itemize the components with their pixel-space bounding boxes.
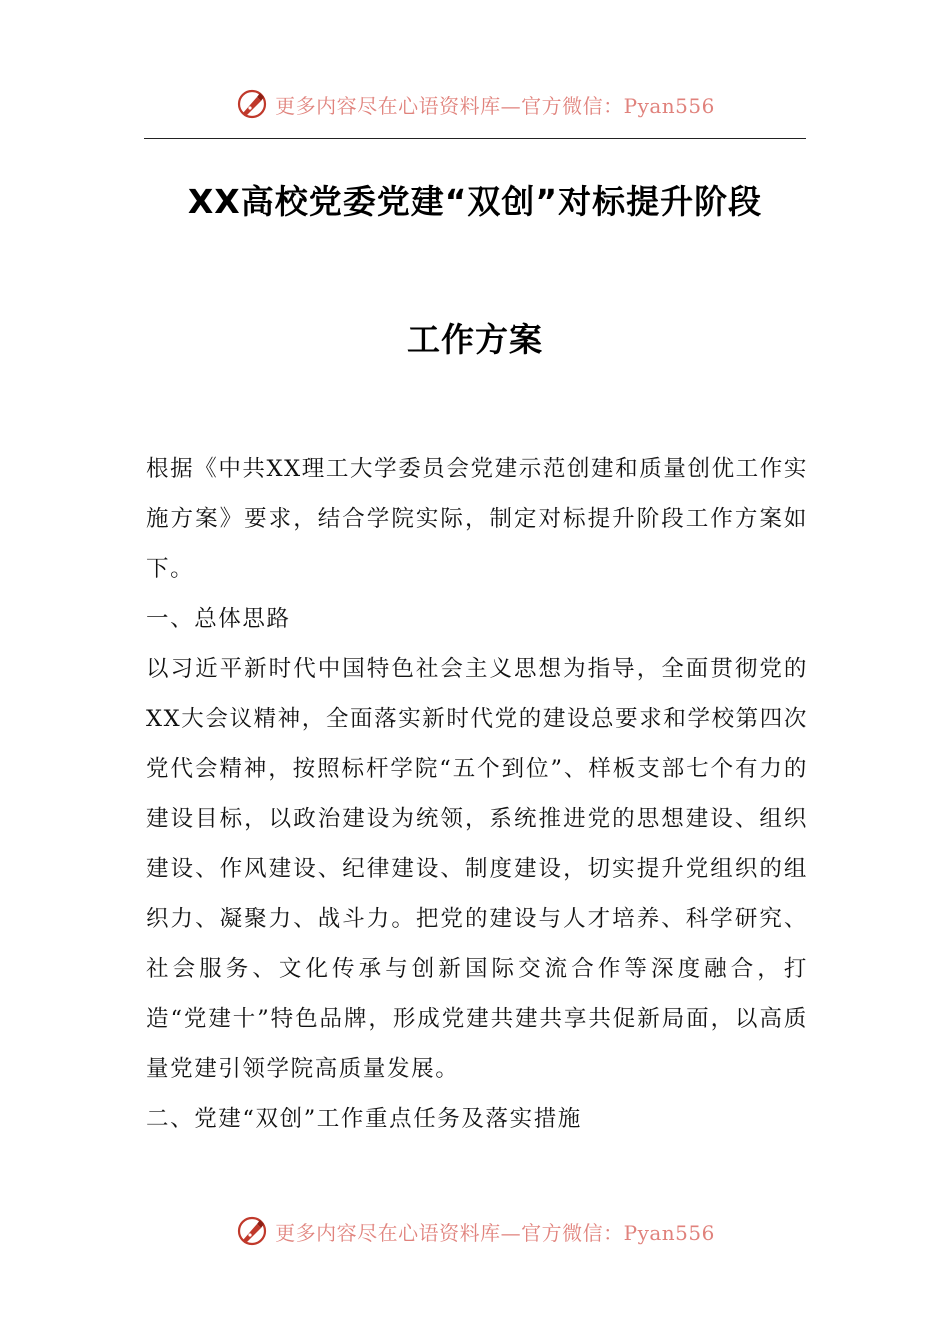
header-banner-text: 更多内容尽在心语资料库—官方微信：Pyan556 [275, 93, 715, 118]
document-title-line1: XX高校党委党建“双创”对标提升阶段 [187, 182, 763, 221]
footer-banner-text: 更多内容尽在心语资料库—官方微信：Pyan556 [275, 1220, 715, 1245]
section-heading-1: 一、总体思路 [146, 606, 291, 632]
footer-banner [0, 1211, 950, 1251]
section-heading-2: 二、党建“双创”工作重点任务及落实措施 [146, 1106, 582, 1132]
header-divider [144, 138, 806, 139]
pen-nib-logo-icon [235, 1214, 269, 1248]
document-title-line2: 工作方案 [407, 320, 543, 359]
document-body [146, 444, 808, 1144]
pen-nib-logo-icon [235, 87, 269, 121]
intro-paragraph: 根据《中共XX理工大学委员会党建示范创建和质量创优工作实施方案》要求，结合学院实际，制定对标提升阶段工作方案如下。 [146, 456, 808, 582]
header-banner [0, 84, 950, 124]
body-paragraph: 以习近平新时代中国特色社会主义思想为指导，全面贯彻党的XX大会议精神，全面落实新时代党的建设总要求和学校第四次党代会精神，按照标杆学院“五个到位”、样板支部七个有力的建设目标，以政治建设为统领，系统推进党的思想建设、组织建设、作风建设、纪律建设、制度建设，切实提升党组织的组织力、凝聚力、战斗力。把党的建设与人才培养、科学研究、社会服务、文化传承与创新国际交流合作等深度融合，打造“党建十”特色品牌，形成党建共建共享共促新局面，以高质量党建引领学院高质量发展。 [146, 656, 808, 1082]
